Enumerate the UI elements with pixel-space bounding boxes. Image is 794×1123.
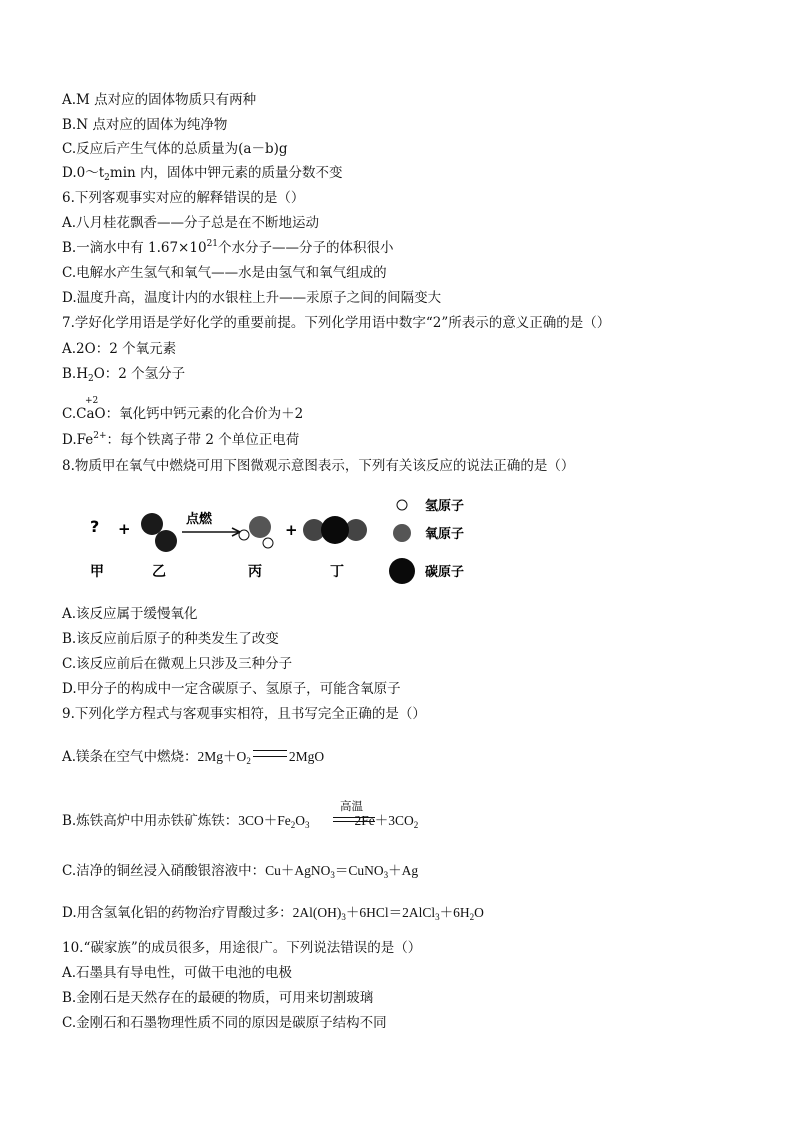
unknown-molecule: ? bbox=[90, 517, 100, 536]
q7-option-d: $D.Fe^{2+}$：每个铁离子带 2 个单位正电荷 bbox=[62, 431, 300, 448]
q7-valence-mark: +2 bbox=[85, 396, 99, 406]
q5-option-a: A.M 点对应的固体物质只有两种 bbox=[62, 92, 257, 108]
oxygen-atom bbox=[141, 513, 163, 535]
q6-option-a: A.八月桂花飘香——分子总是在不断地运动 bbox=[62, 215, 320, 231]
q10-option-b: B.金刚石是天然存在的最硬的物质，可用来切割玻璃 bbox=[62, 990, 374, 1006]
plus-sign-2: + bbox=[285, 521, 298, 539]
label-jia: 甲 bbox=[90, 564, 104, 580]
q6-option-d: D.温度升高，温度计内的水银柱上升——汞原子之间的间隔变大 bbox=[62, 290, 442, 306]
q7-stem: 7.学好化学用语是学好化学的重要前提。下列化学用语中数字“2”所表示的意义正确的是（） bbox=[62, 315, 611, 331]
q7-option-b: $B.H_2O$：2 个氢分子 bbox=[62, 366, 186, 384]
q8-stem: 8.物质甲在氧气中燃烧可用下图微观示意图表示，下列有关该反应的说法正确的是（） bbox=[62, 458, 575, 474]
q7-option-a: A.2O：2 个氧元素 bbox=[62, 341, 177, 357]
q5-option-c: C.反应后产生气体的总质量为(a－b)g bbox=[62, 141, 288, 157]
q9-b-condition: 高温 bbox=[340, 799, 363, 813]
oxygen-atom bbox=[155, 530, 177, 552]
q8-option-b: B.该反应前后原子的种类发生了改变 bbox=[62, 631, 279, 647]
q9-option-c: C.洁净的铜丝浸入硝酸银溶液中：Cu＋AgNO$_3$＝CuNO$_3$＋Ag bbox=[62, 863, 419, 880]
legend-oxygen-icon bbox=[393, 524, 411, 542]
legend-carbon-icon bbox=[389, 558, 415, 584]
q6-stem: 6.下列客观事实对应的解释错误的是（） bbox=[62, 190, 305, 206]
legend-carbon: 碳原子 bbox=[425, 565, 465, 580]
legend-hydrogen: 氢原子 bbox=[425, 499, 465, 514]
oxygen-atom bbox=[249, 516, 271, 538]
q7-option-c: C.CaO：氧化钙中钙元素的化合价为＋2 bbox=[62, 406, 304, 422]
hydrogen-atom bbox=[263, 538, 273, 548]
q8-option-d: D.甲分子的构成中一定含碳原子、氢原子，可能含氧原子 bbox=[62, 681, 401, 697]
carbon-atom bbox=[321, 516, 349, 544]
q9-option-b: B.炼铁高炉中用赤铁矿炼铁：$3CO+Fe_2O_3$ $2Fe+3CO_2$ bbox=[62, 813, 419, 830]
legend-oxygen: 氧原子 bbox=[425, 527, 465, 542]
reaction-diagram bbox=[80, 490, 480, 590]
label-ding: 丁 bbox=[330, 564, 344, 580]
plus-sign-1: + bbox=[118, 520, 131, 538]
legend-hydrogen-icon bbox=[397, 500, 407, 510]
label-bing: 丙 bbox=[248, 564, 262, 580]
q5-option-b: B.N 点对应的固体为纯净物 bbox=[62, 117, 228, 133]
q9-stem: 9.下列化学方程式与客观事实相符，且书写完全正确的是（） bbox=[62, 706, 426, 722]
hydrogen-atom bbox=[239, 530, 249, 540]
q8-option-a: A.该反应属于缓慢氧化 bbox=[62, 606, 198, 622]
q10-option-c: C.金刚石和石墨物理性质不同的原因是碳原子结构不同 bbox=[62, 1015, 387, 1031]
q8-option-c: C.该反应前后在微观上只涉及三种分子 bbox=[62, 656, 293, 672]
q6-option-c: C.电解水产生氢气和氧气——水是由氢气和氧气组成的 bbox=[62, 265, 387, 281]
reaction-condition: 点燃 bbox=[186, 512, 213, 527]
q9-option-d: D.用含氢氧化铝的药物治疗胃酸过多：$2Al(OH)_3+6HCl=2AlCl_3+6H_2O$ bbox=[62, 905, 484, 922]
q5-option-d: $D.0\sim t_2\min$ 内，固体中钾元素的质量分数不变 bbox=[62, 165, 343, 183]
q10-option-a: A.石墨具有导电性，可做干电池的电极 bbox=[62, 965, 293, 981]
label-yi: 乙 bbox=[152, 564, 166, 580]
q6-option-b: B.一滴水中有 $1.67\times 10^{21}$个水分子——分子的体积很小 bbox=[62, 239, 394, 256]
q9-option-a: A.镁条在空气中燃烧：$2Mg+O_2$ 2MgO bbox=[62, 749, 325, 766]
q10-stem: 10.“碳家族”的成员很多，用途很广。下列说法错误的是（） bbox=[62, 940, 422, 956]
